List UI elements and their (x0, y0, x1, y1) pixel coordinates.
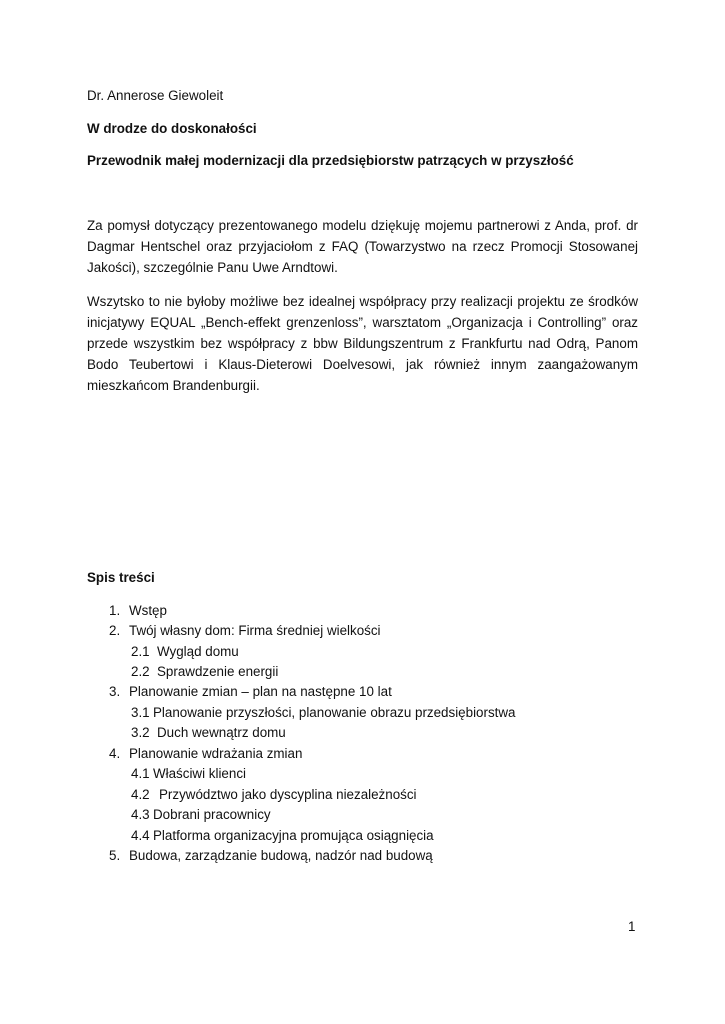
toc-item-text: Twój własny dom: Firma średniej wielkości (129, 623, 381, 638)
toc-item-number: 2.1 (131, 644, 150, 659)
toc-item-text: Wygląd domu (157, 644, 239, 659)
toc-item-text: Sprawdzenie energii (157, 664, 279, 679)
toc-item-number: 1. (109, 603, 121, 618)
acknowledgement-paragraph-1: Za pomysł dotyczący prezentowanego modelu dziękuję mojemu partnerowi z Anda, prof. dr Dagmar Hentschel oraz przyjaciołom z FAQ (Towarzystwo na rzecz Promocji Stosowanej Jakości), szczególnie Panu Uwe Arndtowi. (87, 218, 638, 275)
toc-item-text: Właściwi klienci (153, 766, 247, 781)
toc-item-number: 4.4 (131, 828, 150, 843)
page-number: 1 (628, 919, 636, 934)
author-name: Dr. Annerose Giewoleit (87, 88, 224, 103)
toc-item-text: Budowa, zarządzanie budową, nadzór nad budową (129, 848, 433, 863)
toc-item-number: 2.2 (131, 664, 150, 679)
toc-item-text: Platforma organizacyjna promująca osiągnięcia (153, 828, 434, 843)
toc-item-text: Dobrani pracownicy (153, 807, 271, 822)
toc-item-text: Planowanie wdrażania zmian (129, 746, 303, 761)
toc-item-number: 4. (109, 746, 121, 761)
toc-heading: Spis treści (87, 570, 155, 585)
toc-item-number: 5. (109, 848, 121, 863)
toc-item-text: Planowanie zmian – plan na następne 10 lat (129, 684, 392, 699)
toc-item-number: 4.2 (131, 787, 150, 802)
toc-item-number: 3. (109, 684, 121, 699)
toc-item-number: 2. (109, 623, 121, 638)
toc-item-number: 4.1 (131, 766, 150, 781)
acknowledgement-paragraph-2: Wszytsko to nie byłoby możliwe bez idealnej współpracy przy realizacji projektu ze środków inicjatywy EQUAL „Bench-effekt grenzenloss”, warsztatom „Organizacja i Controlling” oraz przede wszystkim bez współpracy z bbw Bildungszentrum z Frankfurtu nad Odrą, Panom Bodo Teubertowi i Klaus-Dieterowi Doelvesowi, jak również innym zaangażowanym mieszkańcom Brandenburgii. (87, 294, 638, 393)
document-title: W drodze do doskonałości (87, 121, 257, 136)
toc-item-text: Wstęp (129, 603, 167, 618)
toc-item-text: Przywództwo jako dyscyplina niezależności (159, 787, 417, 802)
toc-item-text: Planowanie przyszłości, planowanie obrazu przedsiębiorstwa (153, 705, 516, 720)
toc-item-number: 4.3 (131, 807, 150, 822)
toc-item-text: Duch wewnątrz domu (157, 725, 286, 740)
document-subtitle: Przewodnik małej modernizacji dla przedsiębiorstw patrzących w przyszłość (87, 153, 574, 168)
toc-item-number: 3.2 (131, 725, 150, 740)
toc-item-number: 3.1 (131, 705, 150, 720)
